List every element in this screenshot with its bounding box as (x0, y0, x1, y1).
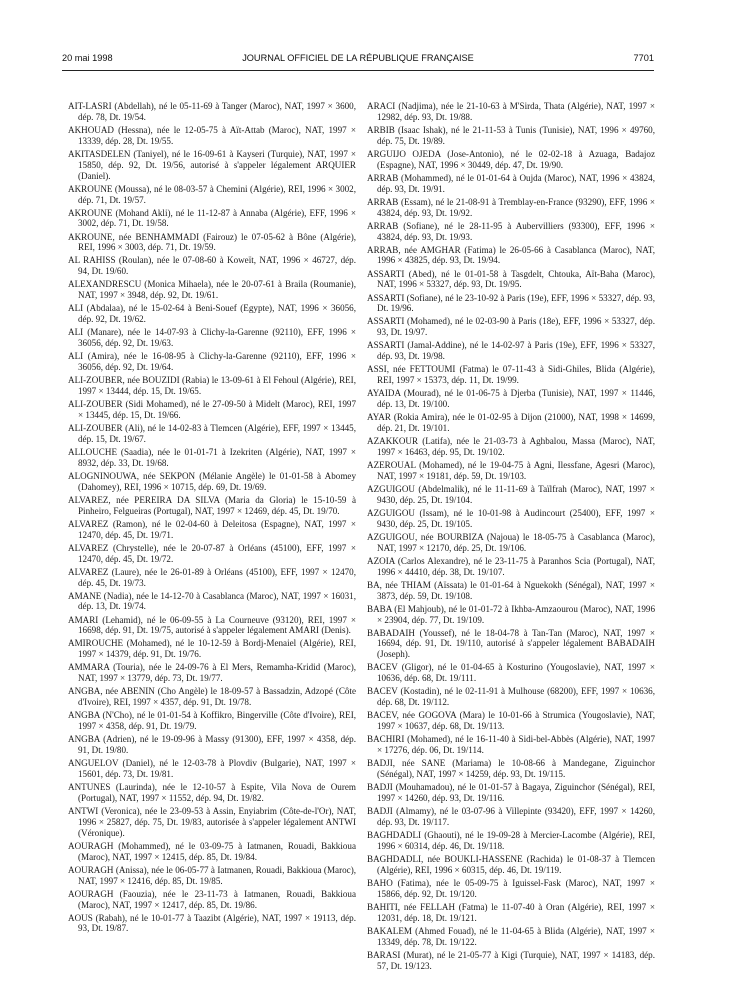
register-entry: ALVAREZ, née PEREIRA DA SILVA (Maria da Gloria) le 15-10-59 à Pinheiro, Felgueiras (Portugal), NAT, 1997 × 12469, dép. 45, Dt. 19/70. (68, 494, 356, 516)
register-entry: BAKALEM (Ahmed Fouad), né le 11-04-65 à Blida (Algérie), NAT, 1997 × 13349, dép. 78, Dt. 19/122. (367, 925, 655, 947)
header-rule (62, 70, 654, 71)
register-entry: BADJI (Mouhamadou), né le 01-01-57 à Bagaya, Ziguinchor (Sénégal), REI, 1997 × 14260, dép. 93, Dt. 19/116. (367, 782, 655, 803)
register-entry: AMIROUCHE (Mohamed), né le 10-12-59 à Bordj-Menaiel (Algérie), REI, 1997 × 14379, dép. 91, Dt. 19/76. (68, 638, 356, 660)
register-entry: ASSARTI (Abed), né le 01-01-58 à Tasgdelt, Chtouka, Aït-Baha (Maroc), NAT, 1996 × 53327, dép. 93, Dt. 19/95. (367, 268, 655, 290)
register-entry: ANGBA, née ABENIN (Cho Angèle) le 18-09-57 à Bassadzin, Adzopé (Côte d'Ivoire), REI, 1997 × 4357, dép. 91, Dt. 19/78. (68, 686, 356, 708)
register-entry: AOURAGH (Mohammed), né le 03-09-75 à Iatmanen, Rouadi, Bakkioua (Maroc), NAT, 1997 × 12415, dép. 85, Dt. 19/84. (68, 840, 356, 862)
register-entry: ALOGNINOUWA, née SEKPON (Mélanie Angèle) le 01-01-58 à Abomey (Dahomey), REI, 1996 × 10715, dép. 69, Dt. 19/69. (68, 470, 356, 492)
register-entry: ALI-ZOUBER, née BOUZIDI (Rabia) le 13-09-61 à El Fehoul (Algérie), REI, 1997 × 13444, dép. 15, Dt. 19/65. (68, 375, 356, 396)
register-entry: ARGUIJO OJEDA (Jose-Antonio), né le 02-02-18 à Azuaga, Badajoz (Espagne), NAT, 1996 × 30449, dép. 47, Dt. 19/90. (367, 148, 655, 170)
register-entry: ALVAREZ (Laure), née le 26-01-89 à Orléans (45100), EFF, 1997 × 12470, dép. 45, Dt. 19/73. (68, 566, 356, 588)
register-entry: BACEV, née GOGOVA (Mara) le 10-01-66 à Strumica (Yougoslavie), NAT, 1997 × 10637, dép. 68, Dt. 19/113. (367, 710, 655, 732)
register-entry: AL RAHISS (Roulan), née le 07-08-60 à Koweït, NAT, 1996 × 46727, dép. 94, Dt. 19/60. (68, 255, 356, 277)
register-entry: ASSARTI (Mohamed), né le 02-03-90 à Paris (18e), EFF, 1996 × 53327, dép. 93, Dt. 19/97. (367, 316, 655, 338)
register-entry: AYAIDA (Mourad), né le 01-06-75 à Djerba (Tunisie), NAT, 1997 × 11446, dép. 13, Dt. 19/100. (367, 388, 655, 410)
register-entry: AOURAGH (Anissa), née le 06-05-77 à Iatmanen, Rouadi, Bakkioua (Maroc), NAT, 1997 × 12416, dép. 85, Dt. 19/85. (68, 864, 356, 886)
register-entry: ALI (Amira), née le 16-08-95 à Clichy-la-Garenne (92110), EFF, 1996 × 36056, dép. 92, Dt. 19/64. (68, 351, 356, 373)
register-entry: AOURAGH (Faouzia), née le 23-11-73 à Iatmanen, Rouadi, Bakkioua (Maroc), NAT, 1997 × 12417, dép. 85, Dt. 19/86. (68, 888, 356, 910)
register-entry: AZGUIGOU (Issam), né le 10-01-98 à Audincourt (25400), EFF, 1997 × 9430, dép. 25, Dt. 19/105. (367, 507, 655, 529)
page-header (62, 53, 654, 67)
register-entry: AZOIA (Carlos Alexandre), né le 23-11-75 à Paranhos Scia (Portugal), NAT, 1996 × 44410, dép. 38, Dt. 19/107. (367, 555, 655, 577)
register-entry: ARRAB (Sofiane), né le 28-11-95 à Aubervilliers (93300), EFF, 1996 × 43824, dép. 93, Dt. 19/93. (367, 220, 655, 242)
register-entry: ALEXANDRESCU (Monica Mihaela), née le 20-07-61 à Braila (Roumanie), NAT, 1997 × 3948, dép. 92, Dt. 19/61. (68, 279, 356, 301)
register-entry: BARASI (Murat), né le 21-05-77 à Kigi (Turquie), NAT, 1997 × 14183, dép. 57, Dt. 19/123. (367, 949, 655, 971)
register-entry: AKHOUAD (Hessna), née le 12-05-75 à Aït-Attab (Maroc), NAT, 1997 × 13339, dép. 28, Dt. 19/55. (68, 124, 356, 146)
register-entry: AZGUIGOU, née BOURBIZA (Najoua) le 18-05-75 à Casablanca (Maroc), NAT, 1997 × 12170, dép. 25, Dt. 19/106. (367, 531, 655, 553)
register-entry: AKITASDELEN (Taniyel), né le 16-09-61 à Kayseri (Turquie), NAT, 1997 × 15850, dép. 92, Dt. 19/56, autorisé à s'appeler légalement ARQUIER (Daniel). (68, 148, 356, 181)
register-entry: BAGHDADLI (Ghaouti), né le 19-09-28 à Mercier-Lacombe (Algérie), REI, 1996 × 60314, dép. 46, Dt. 19/118. (367, 829, 655, 851)
right-column (367, 101, 655, 974)
register-entry: BAHO (Fatima), née le 05-09-75 à Iguissel-Fask (Maroc), NAT, 1997 × 15866, dép. 92, Dt. 19/120. (367, 877, 655, 899)
register-entry: ALI-ZOUBER (Sidi Mohamed), né le 27-09-50 à Midelt (Maroc), REI, 1997 × 13445, dép. 15, Dt. 19/66. (68, 399, 356, 420)
register-entry: BADJI (Almamy), né le 03-07-96 à Villepinte (93420), EFF, 1997 × 14260, dép. 93, Dt. 19/117. (367, 806, 655, 827)
register-entry: BACEV (Kostadin), né le 02-11-91 à Mulhouse (68200), EFF, 1997 × 10636, dép. 68, Dt. 19/112. (367, 686, 655, 708)
register-entry: AIT-LASRI (Abdellah), né le 05-11-69 à Tanger (Maroc), NAT, 1997 × 3600, dép. 78, Dt. 19/54. (68, 101, 356, 122)
register-entry: BABADAIH (Youssef), né le 18-04-78 à Tan-Tan (Maroc), NAT, 1997 × 16694, dép. 91, Dt. 19/110, autorisé à s'appeler légalement BABADAIH (Joseph). (367, 627, 655, 660)
register-entry: AKROUNE (Mohand Akli), né le 11-12-87 à Annaba (Algérie), EFF, 1996 × 3002, dép. 71, Dt. 19/58. (68, 207, 356, 229)
register-entry: ALLOUCHE (Saadia), née le 01-01-71 à Izekriten (Algérie), NAT, 1997 × 8932, dép. 33, Dt. 19/68. (68, 446, 356, 468)
register-entry: AKROUNE (Moussa), né le 08-03-57 à Chemini (Algérie), REI, 1996 × 3002, dép. 71, Dt. 19/57. (68, 183, 356, 205)
register-entry: ANTUNES (Laurinda), née le 12-10-57 à Espite, Vila Nova de Ourem (Portugal), NAT, 1997 × 11552, dép. 94, Dt. 19/82. (68, 782, 356, 803)
register-entry: ARRAB (Essam), né le 21-08-91 à Tremblay-en-France (93290), EFF, 1996 × 43824, dép. 93, Dt. 19/92. (367, 196, 655, 218)
register-entry: ANGBA (Adrien), né le 19-09-96 à Massy (91300), EFF, 1997 × 4358, dép. 91, Dt. 19/80. (68, 734, 356, 756)
register-entry: ASSARTI (Jamal-Addine), né le 14-02-97 à Paris (19e), EFF, 1996 × 53327, dép. 93, Dt. 19/98. (367, 340, 655, 362)
page-number: 7701 (633, 53, 654, 63)
register-entry: ARRAB (Mohammed), né le 01-01-64 à Oujda (Maroc), NAT, 1996 × 43824, dép. 93, Dt. 19/91. (367, 172, 655, 194)
register-entry: ANGBA (N'Cho), né le 01-01-54 à Koffikro, Bingerville (Côte d'Ivoire), REI, 1997 × 4358, dép. 91, Dt. 19/79. (68, 710, 356, 732)
register-entry: ANTWI (Veronica), née le 23-09-53 à Assin, Enyiabrim (Côte-de-l'Or), NAT, 1996 × 25827, dép. 75, Dt. 19/83, autorisée à s'appeler légalement ANTWI (Véronique). (68, 806, 356, 838)
register-entry: ANGUELOV (Daniel), né le 12-03-78 à Plovdiv (Bulgarie), NAT, 1997 × 15601, dép. 73, Dt. 19/81. (68, 758, 356, 779)
register-entry: ARBIB (Isaac Ishak), né le 21-11-53 à Tunis (Tunisie), NAT, 1996 × 49760, dép. 75, Dt. 19/89. (367, 124, 655, 146)
register-entry: ALVAREZ (Chrystelle), née le 20-07-87 à Orléans (45100), EFF, 1997 × 12470, dép. 45, Dt. 19/72. (68, 542, 356, 564)
publication-date: 20 mai 1998 (62, 53, 113, 63)
register-entry: AKROUNE, née BENHAMMADI (Fairouz) le 07-05-62 à Bône (Algérie), REI, 1996 × 3003, dép. 71, Dt. 19/59. (68, 231, 356, 253)
register-entry: ARRAB, née AMGHAR (Fatima) le 26-05-66 à Casablanca (Maroc), NAT, 1996 × 43825, dép. 93, Dt. 19/94. (367, 244, 655, 266)
register-entry: ALVAREZ (Ramon), né le 02-04-60 à Deleitosa (Espagne), NAT, 1997 × 12470, dép. 45, Dt. 19/71. (68, 518, 356, 540)
register-entry: AMARI (Lehamid), né le 06-09-55 à La Courneuve (93120), REI, 1997 × 16698, dép. 91, Dt. 19/75, autorisé à s'appeler légalement AMARI (Denis). (68, 614, 356, 636)
register-entry: ASSARTI (Sofiane), né le 23-10-92 à Paris (19e), EFF, 1996 × 53327, dép. 93, Dt. 19/96. (367, 292, 655, 314)
register-entry: AMMARA (Touria), née le 24-09-76 à El Mers, Remamha-Kridid (Maroc), NAT, 1997 × 13779, dép. 73, Dt. 19/77. (68, 662, 356, 684)
register-entry: BADJI, née SANE (Mariama) le 10-08-66 à Mandegane, Ziguinchor (Sénégal), NAT, 1997 × 14259, dép. 93, Dt. 19/115. (367, 758, 655, 779)
journal-title: JOURNAL OFFICIEL DE LA RÉPUBLIQUE FRANÇAISE (242, 53, 474, 63)
register-entry: BACHIRI (Mohamed), né le 16-11-40 à Sidi-bel-Abbès (Algérie), NAT, 1997 × 17276, dép. 06, Dt. 19/114. (367, 734, 655, 756)
register-entry: BA, née THIAM (Aïssata) le 01-01-64 à Nguekokh (Sénégal), NAT, 1997 × 3873, dép. 59, Dt. 19/108. (367, 579, 655, 601)
register-entry: ALI (Manare), née le 14-07-93 à Clichy-la-Garenne (92110), EFF, 1996 × 36056, dép. 92, Dt. 19/63. (68, 327, 356, 349)
register-entry: AMANE (Nadia), née le 14-12-70 à Casablanca (Maroc), NAT, 1997 × 16031, dép. 13, Dt. 19/74. (68, 590, 356, 612)
register-entry: ASSI, née FETTOUMI (Fatma) le 07-11-43 à Sidi-Ghiles, Blida (Algérie), REI, 1997 × 15373, dép. 11, Dt. 19/99. (367, 364, 655, 386)
register-entry: AYAR (Rokia Amira), née le 01-02-95 à Dijon (21000), NAT, 1998 × 14699, dép. 21, Dt. 19/101. (367, 412, 655, 434)
register-entry: ALI-ZOUBER (Ali), né le 14-02-83 à Tlemcen (Algérie), EFF, 1997 × 13445, dép. 15, Dt. 19/67. (68, 423, 356, 444)
register-entry: BAHITI, née FELLAH (Fatma) le 11-07-40 à Oran (Algérie), REI, 1997 × 12031, dép. 18, Dt. 19/121. (367, 901, 655, 923)
register-entry: AOUS (Rabah), né le 10-01-77 à Taazibt (Algérie), NAT, 1997 × 19113, dép. 93, Dt. 19/87. (68, 912, 356, 934)
left-column (68, 101, 356, 937)
register-entry: BACEV (Gligor), né le 01-04-65 à Kosturino (Yougoslavie), NAT, 1997 × 10636, dép. 68, Dt. 19/111. (367, 662, 655, 684)
register-entry: ARACI (Nadjima), née le 21-10-63 à M'Sirda, Thata (Algérie), NAT, 1997 × 12982, dép. 93, Dt. 19/88. (367, 101, 655, 122)
register-entry: AZGUIGOU (Abdelmalik), né le 11-11-69 à Taïlfrah (Maroc), NAT, 1997 × 9430, dép. 25, Dt. 19/104. (367, 484, 655, 505)
register-entry: AZAKKOUR (Latifa), née le 21-03-73 à Aghbalou, Massa (Maroc), NAT, 1997 × 16463, dép. 95, Dt. 19/102. (367, 436, 655, 457)
register-entry: BABA (El Mahjoub), né le 01-01-72 à Ikhba-Amzaourou (Maroc), NAT, 1996 × 23904, dép. 77, Dt. 19/109. (367, 603, 655, 625)
register-entry: AZEROUAL (Mohamed), né le 19-04-75 à Agni, Ilessfane, Agesri (Maroc), NAT, 1997 × 19181, dép. 59, Dt. 19/103. (367, 460, 655, 481)
register-entry: BAGHDADLI, née BOUKLI-HASSENE (Rachida) le 01-08-37 à Tlemcen (Algérie), REI, 1996 × 60315, dép. 46, Dt. 19/119. (367, 853, 655, 875)
register-entry: ALI (Abdalaa), né le 15-02-64 à Beni-Souef (Egypte), NAT, 1996 × 36056, dép. 92, Dt. 19/62. (68, 303, 356, 325)
